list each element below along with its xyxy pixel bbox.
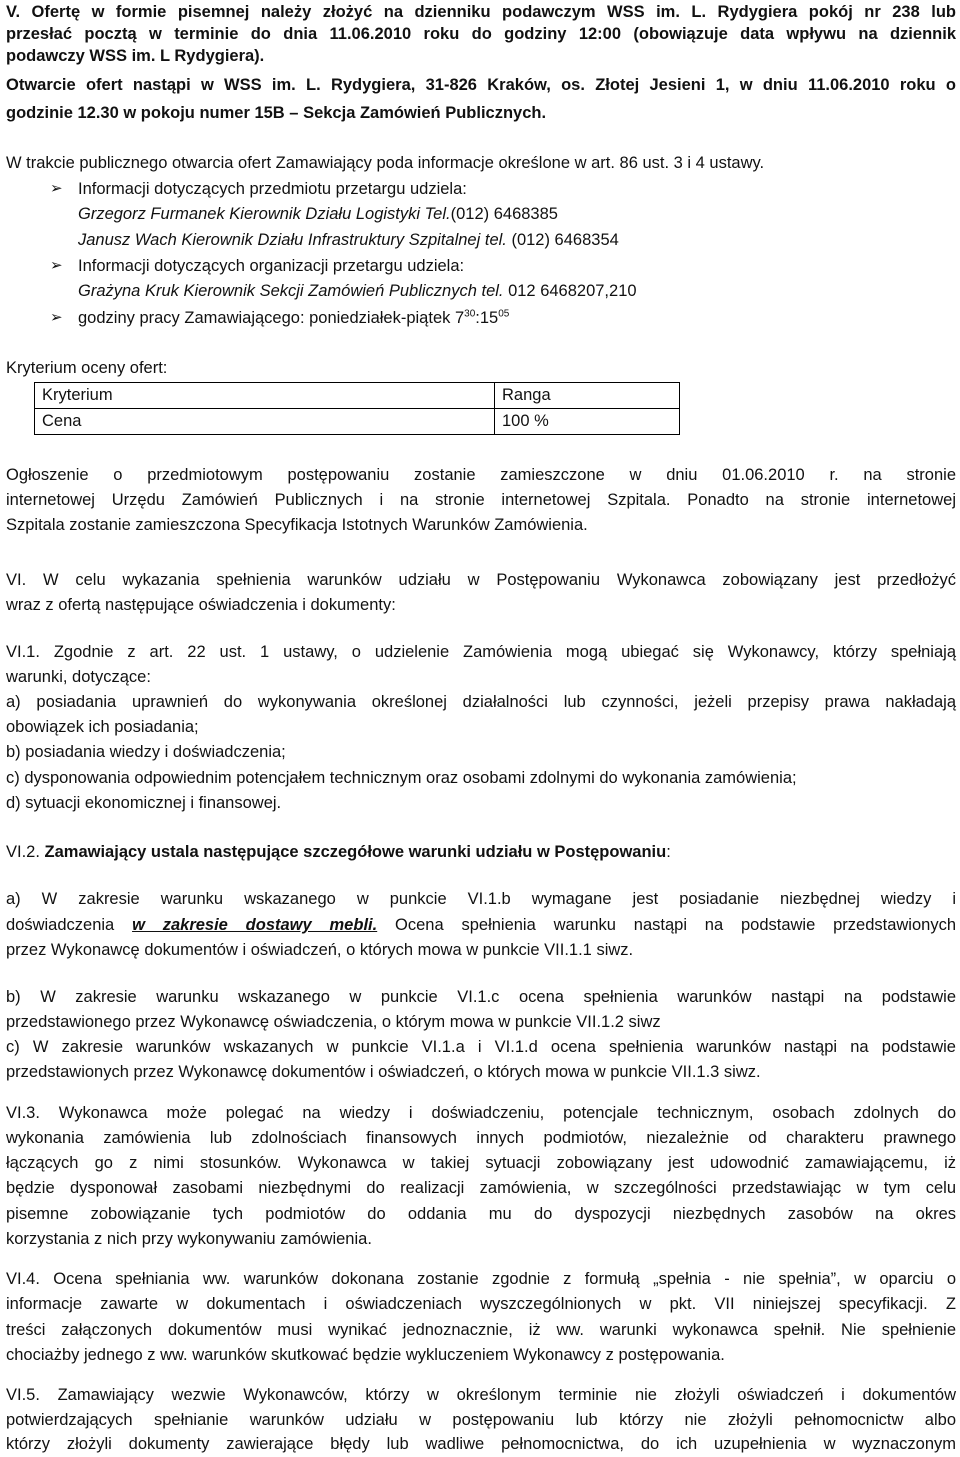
criteria-heading: Kryterium oceny ofert:	[6, 359, 168, 377]
opening-info-line-1: Otwarcie ofert nastąpi w WSS im. L. Rydygiera, 31-826 Kraków, os. Złotej Jesieni 1, w dniu 11.06.2010 roku o	[6, 76, 956, 94]
working-hours-end-minutes: 05	[498, 308, 510, 320]
vi2-item-a-line-2	[6, 913, 956, 938]
working-hours-start-minutes: 30	[464, 308, 476, 320]
section-vi-line-1	[6, 568, 956, 593]
contact-kruk-name: Grażyna Kruk Kierownik Sekcji Zamówień Publicznych tel.	[78, 282, 504, 300]
opening-disclosure-text: W trakcie publicznego otwarcia ofert Zamawiający poda informacje określone w art. 86 ust. 3 i 4 ustawy.	[6, 154, 765, 172]
vi5-line-3: którzy złożyli dokumenty zawierające błędy lub wadliwe pełnomocnictwa, do ich uzupełnienia w wyznaczonym	[6, 1435, 956, 1453]
vi3-line-6: korzystania z nich przy wykonywaniu zamówienia.	[6, 1230, 372, 1248]
announcement-line-1: Ogłoszenie o przedmiotowym postępowaniu zostanie zamieszczone w dniu 01.06.2010 r. na stronie	[6, 466, 956, 484]
criteria-header-name: Kryterium	[35, 383, 495, 409]
contact-furmanek-phone: (012) 6468385	[450, 205, 558, 223]
contact-wach-phone: (012) 6468354	[506, 231, 619, 249]
section-v-line-2: przesłać pocztą w terminie do dnia 11.06.2010 roku do godziny 12:00 (obowiązuje data wpływu na dziennik	[6, 25, 956, 43]
vi3-line-4: będzie dysponował zasobami niezbędnymi do realizacji zamówienia, w szczególności przedstawiając w tym celu	[6, 1179, 956, 1197]
section-vi-line-2: wraz z ofertą następujące oświadczenia i dokumenty:	[6, 596, 396, 614]
bullet-subject-info-text: Informacji dotyczących przedmiotu przetargu udziela:	[78, 180, 467, 198]
bullet-subject-info	[6, 177, 960, 202]
opening-info-line-2: godzinie 12.30 w pokoju numer 15B – Sekcja Zamówień Publicznych.	[6, 104, 547, 122]
contact-wach-name: Janusz Wach Kierownik Działu Infrastruktury Szpitalnej tel.	[78, 231, 507, 249]
contact-kruk-phone: 012 6468207,210	[503, 282, 637, 300]
section-v-line-3: podawczy WSS im. L Rydygiera).	[6, 47, 265, 65]
vi1-line-2: warunki, dotyczące:	[6, 668, 151, 686]
working-hours-text: godziny pracy Zamawiającego: poniedziałek-piątek 7	[78, 309, 465, 327]
vi2-number: VI.2.	[6, 843, 45, 861]
vi2-item-a-post: Ocena spełnienia warunku nastąpi na podstawie przedstawionych	[377, 916, 956, 934]
table-row	[35, 409, 680, 435]
vi2-item-a-line-3: przez Wykonawcę dokumentów i oświadczeń, o których mowa w punkcie VII.1.1 siwz.	[6, 941, 634, 959]
vi3-line-3: łączących go z nimi stosunków. Wykonawca w takiej sytuacji zobowiązany jest udowodnić zamawiającemu, iż	[6, 1154, 956, 1172]
vi4-line-4: chociażby jednego z ww. warunków skutkować będzie wykluczeniem Wykonawcy z postępowania.	[6, 1346, 725, 1364]
criteria-header-rank: Ranga	[495, 383, 680, 409]
criteria-row-price-name: Cena	[35, 409, 495, 435]
vi2-item-c-line-2: przedstawionych przez Wykonawcę dokumentów i oświadczeń, o których mowa w punkcie VII.1.3 siwz.	[6, 1063, 761, 1081]
vi1-item-a-line-2: obowiązek ich posiadania;	[6, 718, 199, 736]
vi3-line-5: pisemne zobowiązanie tych podmiotów do oddania mu do dyspozycji niezbędnych zasobów na okres	[6, 1205, 956, 1223]
vi3-line-2: wykonania zamówienia lub zdolnościach finansowych innych podmiotów, niezależnie od charakteru prawnego	[6, 1129, 956, 1147]
section-v-line-1: V. Ofertę w formie pisemnej należy złożyć na dzienniku podawczym WSS im. L. Rydygiera pokój nr 238 lub	[6, 3, 956, 21]
criteria-row-price-rank: 100 %	[495, 409, 680, 435]
vi4-line-2: informacje zawarte w dokumentach i oświadczeniach wyszczególnionych w pkt. VII niniejszej specyfikacji. Z	[6, 1295, 956, 1313]
vi1-item-b: b) posiadania wiedzy i doświadczenia;	[6, 743, 286, 761]
vi1-item-a-line-1: a) posiadania uprawnień do wykonywania określonej działalności lub czynności, jeżeli przepisy prawa nakładają	[6, 693, 956, 711]
vi2-item-a-line-1: a) W zakresie warunku wskazanego w punkcie VI.1.b wymagane jest posiadanie niezbędnej wiedzy i	[6, 890, 956, 908]
contact-furmanek	[6, 202, 960, 227]
announcement-line-2: internetowej Urzędu Zamówień Publicznych i na stronie internetowej Szpitala. Ponadto na stronie internetowej	[6, 491, 956, 509]
section-vi-number: VI.	[6, 571, 27, 589]
arrow-bullet-icon: ➢	[50, 257, 63, 274]
vi1-item-c: c) dysponowania odpowiednim potencjałem technicznym oraz osobami zdolnymi do wykonania zamówienia;	[6, 769, 797, 787]
vi2-item-b-line-1: b) W zakresie warunku wskazanego w punkcie VI.1.c ocena spełnienia warunków nastąpi na podstawie	[6, 988, 956, 1006]
vi2-item-c-line-1: c) W zakresie warunków wskazanych w punkcie VI.1.a i VI.1.d ocena spełnienia warunków nastąpi na podstawie	[6, 1038, 956, 1056]
vi2-heading	[6, 840, 956, 865]
section-vi-text: W celu wykazania spełnienia warunków udziału w Postępowaniu Wykonawca zobowiązany jest przedłożyć	[26, 571, 956, 589]
contact-wach	[6, 228, 960, 253]
vi5-line-2: potwierdzających spełnianie warunków udziału w postępowaniu lub którzy nie złożyli pełnomocnictw albo	[6, 1411, 956, 1429]
vi1-line-1: VI.1. Zgodnie z art. 22 ust. 1 ustawy, o udzielenie Zamówienia mogą ubiegać się Wykonawcy, którzy spełniają	[6, 643, 956, 661]
working-hours-end: :15	[475, 309, 499, 327]
contact-furmanek-name: Grzegorz Furmanek Kierownik Działu Logistyki Tel.	[78, 205, 451, 223]
vi1-item-d: d) sytuacji ekonomicznej i finansowej.	[6, 794, 282, 812]
vi2-item-a-emphasis: w zakresie dostawy mebli.	[132, 916, 378, 934]
announcement-line-3: Szpitala zostanie zamieszczona Specyfikacja Istotnych Warunków Zamówienia.	[6, 516, 588, 534]
bullet-working-hours	[6, 306, 960, 331]
vi2-item-a-pre: doświadczenia	[6, 916, 133, 934]
contact-kruk	[6, 279, 960, 304]
vi2-item-b-line-2: przedstawionego przez Wykonawcę oświadczenia, o którym mowa w punkcie VII.1.2 siwz	[6, 1013, 661, 1031]
table-row	[35, 383, 680, 409]
vi4-line-3: treści załączonych dokumentów musi wynikać jednoznacznie, iż ww. warunki wykonawca spełnił. Nie spełnienie	[6, 1321, 956, 1339]
criteria-table	[34, 382, 680, 435]
vi4-line-1: VI.4. Ocena spełniania ww. warunków dokonana zostanie zgodnie z formułą „spełnia - nie spełnia”, w oparciu o	[6, 1270, 956, 1288]
arrow-bullet-icon: ➢	[50, 309, 63, 326]
vi3-line-1: VI.3. Wykonawca może polegać na wiedzy i doświadczeniu, potencjale technicznym, osobach zdolnych do	[6, 1104, 956, 1122]
vi2-colon: :	[666, 843, 671, 861]
vi5-line-1: VI.5. Zamawiający wezwie Wykonawców, którzy w określonym terminie nie złożyli oświadczeń i dokumentów	[6, 1386, 956, 1404]
bullet-organization-info	[6, 254, 960, 279]
arrow-bullet-icon: ➢	[50, 180, 63, 197]
bullet-organization-info-text: Informacji dotyczących organizacji przetargu udziela:	[78, 257, 465, 275]
vi2-title: Zamawiający ustala następujące szczegółowe warunki udziału w Postępowaniu	[44, 843, 667, 861]
